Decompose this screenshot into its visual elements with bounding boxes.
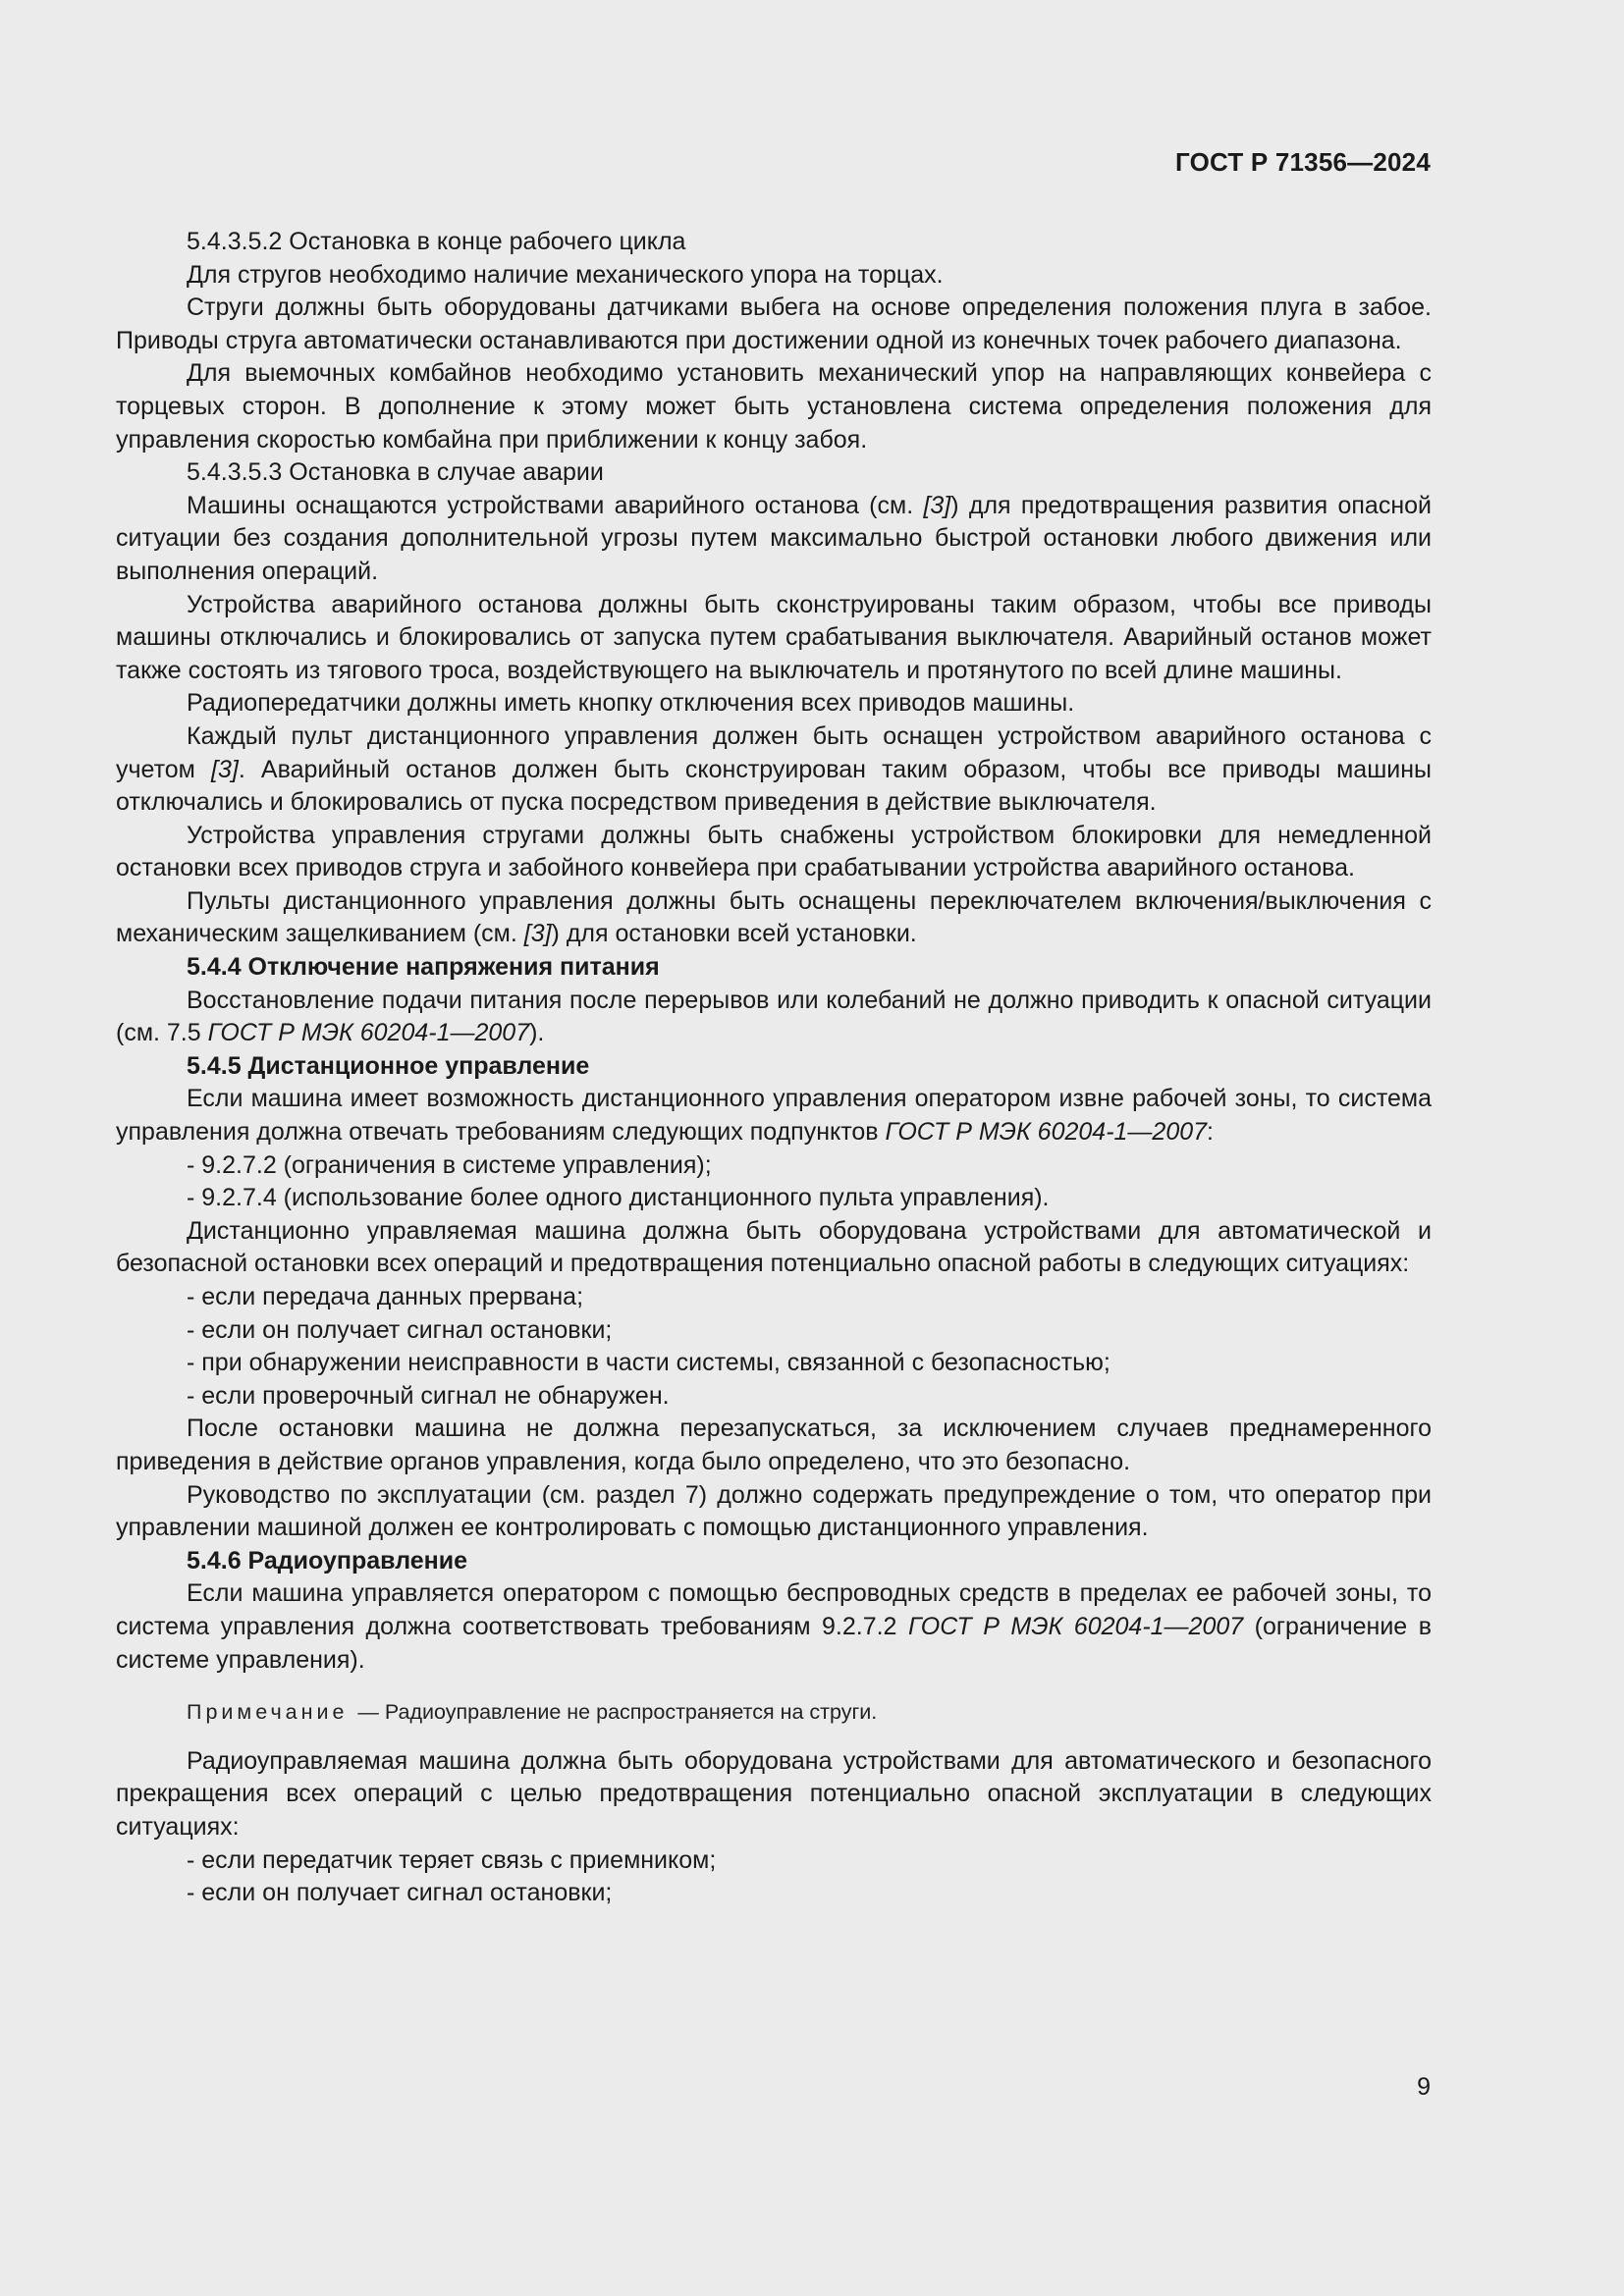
text-run: — Радиоуправление не распространяется на струги. bbox=[352, 1700, 878, 1725]
text-run: Если машина имеет возможность дистанционного управления оператором извне рабочей зоны, то система управления должна отвечать требованиям следующих подпунктов bbox=[116, 1085, 1432, 1147]
reference-citation: [3] bbox=[211, 755, 239, 783]
text-run: ). bbox=[529, 1019, 545, 1047]
text-run: Струги должны быть оборудованы датчиками выбега на основе определения положения плуга в забое. Приводы струга автоматически останавливаются при достижении одной из конечных точек рабочего диапазона. bbox=[116, 294, 1432, 354]
text-run: Руководство по эксплуатации (см. раздел 7) должно содержать предупреждение о том, что оператор при управлении машиной должен ее контролировать с помощью дистанционного управления. bbox=[116, 1480, 1432, 1542]
section-heading bbox=[116, 1050, 1432, 1084]
text-run: Каждый пульт дистанционного управления должен быть оснащен устройством аварийного останова с учетом bbox=[116, 721, 1432, 783]
body-paragraph bbox=[116, 1083, 1432, 1148]
reference-citation: ГОСТ Р МЭК 60204-1—2007 bbox=[907, 1612, 1244, 1640]
text-run: - если передача данных прервана; bbox=[187, 1283, 584, 1310]
list-item bbox=[116, 1149, 1432, 1183]
body-paragraph bbox=[116, 820, 1432, 885]
body-paragraph bbox=[116, 985, 1432, 1050]
note-paragraph bbox=[116, 1696, 1432, 1730]
list-item bbox=[116, 1380, 1432, 1414]
text-run: Для стругов необходимо наличие механического упора на торцах. bbox=[187, 260, 944, 289]
text-run: - 9.2.7.4 (использование более одного дистанционного пульта управления). bbox=[187, 1184, 1050, 1212]
text-run: 5.4.4 Отключение напряжения питания bbox=[187, 953, 660, 982]
document-body bbox=[116, 226, 1432, 1910]
text-run: : bbox=[1207, 1118, 1214, 1147]
list-item bbox=[116, 1281, 1432, 1314]
text-run: - если он получает сигнал остановки; bbox=[187, 1879, 613, 1907]
body-paragraph bbox=[116, 292, 1432, 357]
body-paragraph bbox=[116, 589, 1432, 688]
text-run: 5.4.6 Радиоуправление bbox=[187, 1546, 468, 1575]
reference-citation: ГОСТ Р МЭК 60204-1—2007 bbox=[885, 1118, 1208, 1147]
body-paragraph bbox=[116, 259, 1432, 293]
list-item bbox=[116, 1182, 1432, 1215]
reference-citation: ГОСТ Р МЭК 60204-1—2007 bbox=[207, 1019, 530, 1047]
text-run: - если он получает сигнал остановки; bbox=[187, 1315, 613, 1344]
list-item bbox=[116, 1877, 1432, 1910]
body-paragraph bbox=[116, 1745, 1432, 1844]
text-run: . Аварийный останов должен быть сконструирован таким образом, чтобы все приводы машины отключались и блокировались от пуска посредством приведения в действие выключателя. bbox=[116, 755, 1432, 817]
section-heading bbox=[116, 951, 1432, 985]
text-run: 5.4.3.5.2 Остановка в конце рабочего цикла bbox=[187, 228, 686, 255]
list-item bbox=[116, 1347, 1432, 1380]
body-paragraph bbox=[116, 357, 1432, 456]
text-run: Устройства аварийного останова должны быть сконструированы таким образом, чтобы все приводы машины отключались и блокировались от запуска путем срабатывания выключателя. Аварийный останов может также состоять из тягового троса, воздействующего на выключатель и протянутого по всей длине машины. bbox=[116, 590, 1432, 684]
text-run: Радиопередатчики должны иметь кнопку отключения всех приводов машины. bbox=[187, 689, 1075, 718]
reference-citation: [3] bbox=[923, 491, 951, 519]
text-run: Восстановление подачи питания после перерывов или колебаний не должно приводить к опасной ситуации (см. 7.5 bbox=[116, 986, 1432, 1047]
body-paragraph bbox=[116, 1215, 1432, 1281]
document-header: ГОСТ Р 71356—2024 bbox=[1175, 147, 1431, 177]
body-paragraph bbox=[116, 721, 1432, 820]
text-run: Если машина управляется оператором с помощью беспроводных средств в пределах ее рабочей зоны, то система управления должна соответствовать требованиям 9.2.7.2 bbox=[116, 1579, 1432, 1640]
body-paragraph bbox=[116, 1577, 1432, 1677]
list-item bbox=[116, 1314, 1432, 1348]
clause-subheading bbox=[116, 226, 1432, 259]
text-run: 5.4.3.5.3 Остановка в случае аварии bbox=[187, 458, 604, 487]
clause-subheading bbox=[116, 456, 1432, 490]
text-run: ) для остановки всей установки. bbox=[551, 920, 917, 948]
note-label: Примечание bbox=[187, 1700, 349, 1725]
page-number: 9 bbox=[1417, 2073, 1431, 2101]
body-paragraph bbox=[116, 885, 1432, 951]
body-paragraph bbox=[116, 687, 1432, 721]
text-run: Машины оснащаются устройствами аварийного останова (см. bbox=[187, 491, 924, 519]
text-run: - если передатчик теряет связь с приемником; bbox=[187, 1845, 717, 1874]
body-paragraph bbox=[116, 1479, 1432, 1545]
text-run: (ограничение в системе управления). bbox=[116, 1612, 1433, 1674]
text-run: Дистанционно управляемая машина должна быть оборудована устройствами для автоматической и безопасной остановки всех операций и предотвращения потенциально опасной работы в следующих ситуациях: bbox=[116, 1216, 1432, 1278]
text-run: - 9.2.7.2 (ограничения в системе управления); bbox=[187, 1150, 712, 1179]
text-run: Радиоуправляемая машина должна быть оборудована устройствами для автоматического и безопасного прекращения всех операций с целью предотвращения потенциально опасной эксплуатации в следующих ситуациях: bbox=[116, 1746, 1432, 1841]
text-run: Пульты дистанционного управления должны быть оснащены переключателем включения/выключения с механическим защелкиванием (см. bbox=[116, 886, 1432, 948]
text-run: 5.4.5 Дистанционное управление bbox=[187, 1051, 590, 1080]
text-run: - при обнаружении неисправности в части системы, связанной с безопасностью; bbox=[187, 1349, 1110, 1377]
text-run: Устройства управления стругами должны быть снабжены устройством блокировки для немедленной остановки всех приводов струга и забойного конвейера при срабатывании устройства аварийного останова. bbox=[116, 821, 1432, 882]
list-item bbox=[116, 1844, 1432, 1878]
body-paragraph bbox=[116, 1413, 1432, 1478]
body-paragraph bbox=[116, 490, 1432, 589]
reference-citation: [3] bbox=[523, 920, 552, 948]
section-heading bbox=[116, 1545, 1432, 1578]
text-run: - если проверочный сигнал не обнаружен. bbox=[187, 1381, 670, 1410]
text-run: После остановки машина не должна перезапускаться, за исключением случаев преднамеренного приведения в действие органов управления, когда было определено, что это безопасно. bbox=[116, 1415, 1432, 1475]
text-run: ) для предотвращения развития опасной ситуации без создания дополнительной угрозы путем максимально быстрой остановки любого движения или выполнения операций. bbox=[116, 491, 1432, 585]
text-run: Для выемочных комбайнов необходимо установить механический упор на направляющих конвейера с торцевых сторон. В дополнение к этому может быть установлена система определения положения для управления скоростью комбайна при приближении к концу забоя. bbox=[116, 359, 1432, 454]
